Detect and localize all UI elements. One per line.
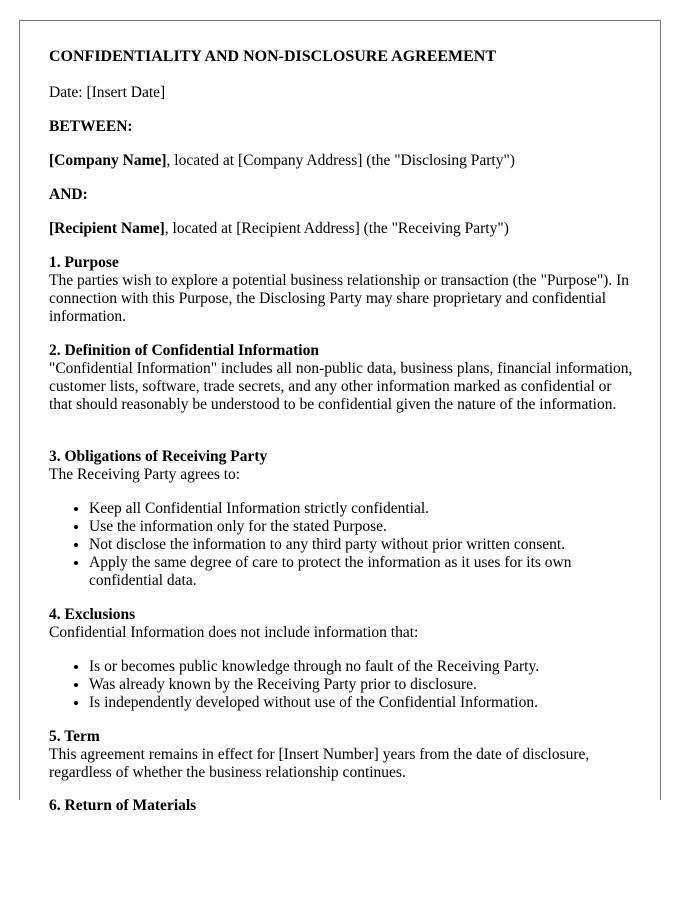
date-line: Date: [Insert Date]: [49, 84, 166, 101]
list-item: • Use the information only for the stated Purpose.: [89, 518, 634, 536]
list-item: • Was already known by the Receiving Party prior to disclosure.: [89, 676, 634, 694]
list-item: • Not disclose the information to any third party without prior written consent.: [89, 536, 634, 554]
between-label: BETWEEN:: [49, 118, 133, 135]
section-heading: 3. Obligations of Receiving Party: [49, 448, 268, 465]
company-details: , located at [Company Address] (the "Disclosing Party"): [166, 152, 515, 169]
section-obligations: [49, 448, 634, 484]
section-body: "Confidential Information" includes all non-public data, business plans, financial information, customer lists, software, trade secrets, and any other information marked as confidential or that should reasonably be understood to be confidential given the nature of the information.: [49, 360, 633, 413]
recipient-details: , located at [Recipient Address] (the "Receiving Party"): [164, 220, 509, 237]
list-item: • Is or becomes public knowledge through no fault of the Receiving Party.: [89, 658, 634, 676]
document-page: [19, 20, 661, 814]
section-heading: 1. Purpose: [49, 254, 119, 271]
list-item: • Is independently developed without use of the Confidential Information.: [89, 694, 634, 712]
section-body: This agreement remains in effect for [Insert Number] years from the date of disclosure, regardless of whether the business relationship continues.: [49, 746, 590, 781]
exclusions-list: [49, 658, 634, 712]
list-item: • Apply the same degree of care to protect the information as it uses for its own confidential data.: [89, 554, 634, 590]
section-heading: 2. Definition of Confidential Information: [49, 342, 319, 359]
section-heading: 4. Exclusions: [49, 606, 136, 623]
section-body: Confidential Information does not include information that:: [49, 624, 419, 641]
section-body: The Receiving Party agrees to:: [49, 466, 241, 483]
document-title: CONFIDENTIALITY AND NON-DISCLOSURE AGREEMENT: [49, 48, 497, 65]
disclosing-party-line: [49, 152, 515, 170]
obligations-list: [49, 500, 634, 590]
recipient-name: [Recipient Name]: [49, 220, 165, 237]
section-purpose: [49, 254, 634, 326]
section-return-heading: 6. Return of Materials: [49, 797, 197, 814]
section-term: [49, 728, 634, 782]
section-body: The parties wish to explore a potential business relationship or transaction (the "Purpose"). In connection with this Purpose, the Disclosing Party may share proprietary and confidential information.: [49, 272, 629, 325]
receiving-party-line: [49, 220, 509, 238]
section-heading: 5. Term: [49, 728, 100, 745]
list-item: • Keep all Confidential Information strictly confidential.: [89, 500, 634, 518]
and-label: AND:: [49, 186, 88, 203]
section-definition: [49, 342, 634, 414]
section-exclusions: [49, 606, 634, 642]
company-name: [Company Name]: [49, 152, 167, 169]
